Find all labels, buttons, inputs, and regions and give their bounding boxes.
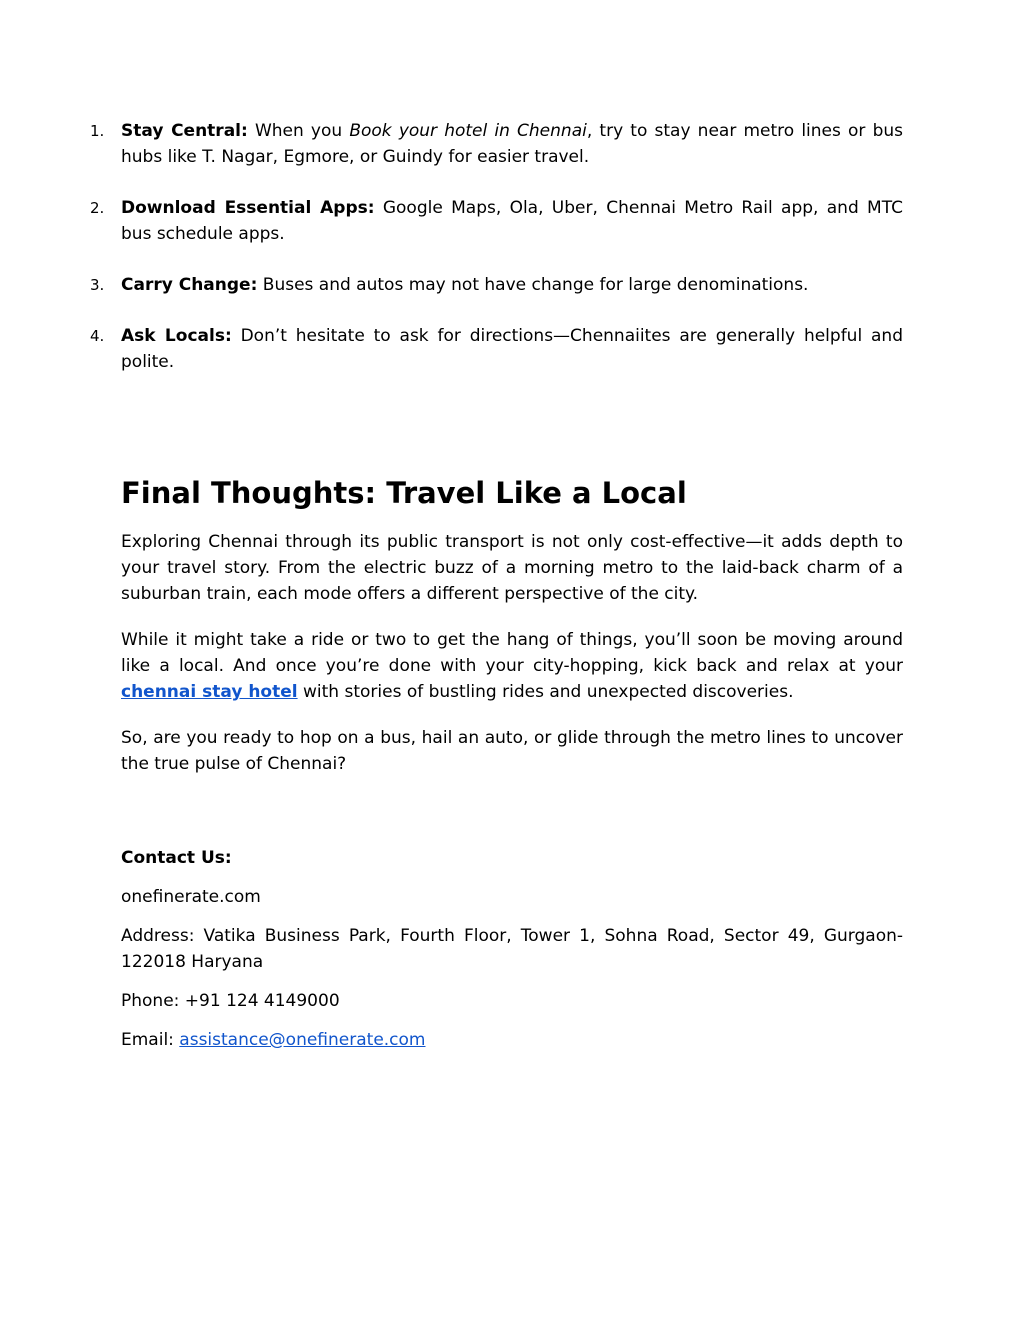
tip-title: Ask Locals: — [121, 326, 232, 346]
list-item — [61, 195, 903, 247]
contact-address: Address: Vatika Business Park, Fourth Floor, Tower 1, Sohna Road, Sector 49, Gurgaon- 122018 Haryana — [121, 926, 903, 972]
tips-list — [90, 118, 904, 375]
list-number: 4. — [90, 327, 105, 345]
list-item-text — [121, 195, 903, 247]
list-item — [61, 323, 903, 375]
contact-website: onefinerate.com — [121, 887, 261, 907]
contact-section — [121, 845, 903, 1053]
paragraph-intro: Exploring Chennai through its public transport is not only cost-effective—it adds depth to your travel story. From the electric buzz of a morning metro to the laid-back charm of a suburban train, each mode offers a different perspective of the city. — [121, 532, 903, 604]
section-heading: Final Thoughts: Travel Like a Local — [121, 476, 687, 510]
content-column — [90, 118, 904, 1066]
paragraph-text: While it might take a ride or two to get the hang of things, you’ll soon be moving around like a local. And once you’re done with your city-hopping, kick back and relax at your — [121, 630, 903, 676]
email-label: Email: — [121, 1030, 180, 1050]
tip-title: Carry Change: — [121, 275, 258, 295]
tip-text: When you — [247, 121, 350, 141]
email-link[interactable]: assistance@onefinerate.com — [179, 1030, 426, 1050]
paragraph-text-rest: with stories of bustling rides and unexpected discoveries. — [297, 682, 794, 702]
list-item — [61, 118, 903, 170]
paragraph-hotel — [121, 627, 903, 705]
tip-title: Download Essential Apps: — [121, 198, 375, 218]
contact-email — [121, 1027, 903, 1053]
contact-title: Contact Us: — [121, 848, 232, 868]
contact-phone: Phone: +91 124 4149000 — [121, 991, 340, 1011]
list-number: 1. — [90, 122, 105, 140]
list-item-text — [121, 323, 903, 375]
tip-text: Don’t hesitate to ask for directions—Chennaiites are generally helpful and polite. — [121, 326, 903, 372]
tip-text: Buses and autos may not have change for large denominations. — [257, 275, 809, 295]
tip-title: Stay Central: — [121, 121, 248, 141]
tip-text: Google Maps, Ola, Uber, Chennai Metro Rail app, and MTC bus schedule apps. — [121, 198, 903, 244]
list-item — [61, 272, 903, 298]
list-item-text — [121, 118, 903, 170]
paragraph-closing: So, are you ready to hop on a bus, hail an auto, or glide through the metro lines to uncover the true pulse of Chennai? — [121, 728, 903, 774]
chennai-stay-hotel-link[interactable]: chennai stay hotel — [121, 682, 298, 702]
tip-text-rest: , try to stay near metro lines or bus hubs like T. Nagar, Egmore, or Guindy for easier travel. — [121, 121, 904, 167]
list-number: 2. — [90, 199, 105, 217]
list-item-text — [121, 272, 903, 298]
tip-italic: Book your hotel in Chennai — [349, 121, 587, 141]
list-number: 3. — [90, 276, 105, 294]
